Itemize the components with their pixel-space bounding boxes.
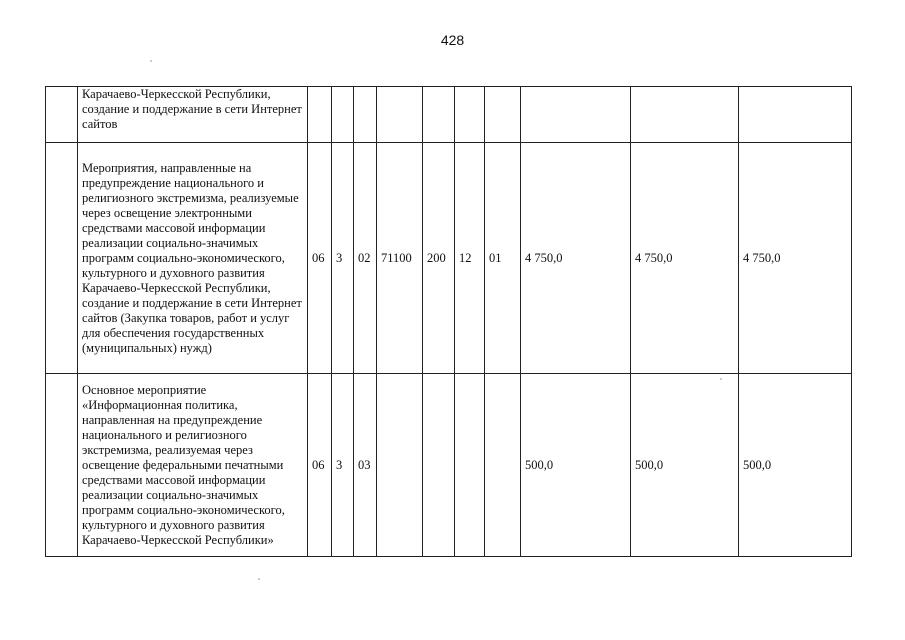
row-index-cell (46, 374, 78, 557)
row-index-cell (46, 87, 78, 143)
page-number: 428 (440, 32, 465, 48)
code-cell-subprogram (332, 87, 354, 143)
budget-table (45, 86, 852, 557)
amount-cell-year2: 500,0 (631, 374, 739, 557)
scan-speck (258, 578, 260, 580)
description-cell: Карачаево-Черкесской Республики, создание и поддержание в сети Интернет сайтов (78, 87, 308, 143)
code-cell-event: 03 (354, 374, 377, 557)
amount-cell-year1 (521, 87, 631, 143)
code-cell-expense-type (423, 87, 455, 143)
code-cell-subsection (485, 374, 521, 557)
table-row (46, 143, 852, 374)
amount-cell-year1: 500,0 (521, 374, 631, 557)
code-cell-direction (377, 87, 423, 143)
code-cell-section: 12 (455, 143, 485, 374)
code-cell-subsection (485, 87, 521, 143)
code-cell-event: 02 (354, 143, 377, 374)
table-row (46, 374, 852, 557)
code-cell-section (455, 374, 485, 557)
code-cell-subprogram: 3 (332, 143, 354, 374)
row-index-cell (46, 143, 78, 374)
amount-cell-year1: 4 750,0 (521, 143, 631, 374)
table-row (46, 87, 852, 143)
code-cell-expense-type: 200 (423, 143, 455, 374)
code-cell-subsection: 01 (485, 143, 521, 374)
code-cell-direction (377, 374, 423, 557)
description-cell: Основное мероприятие «Информационная политика, направленная на предупреждение национального и религиозного экстремизма, реализуемая через освещение федеральными печатными средствами массовой информации реализации социально-значимых программ социально-экономического, культурного и духовного развития Карачаево-Черкесской Республики» (78, 374, 308, 557)
code-cell-program: 06 (308, 374, 332, 557)
amount-cell-year3 (739, 87, 852, 143)
scan-speck (720, 378, 722, 380)
amount-cell-year2: 4 750,0 (631, 143, 739, 374)
code-cell-expense-type (423, 374, 455, 557)
code-cell-program: 06 (308, 143, 332, 374)
code-cell-section (455, 87, 485, 143)
code-cell-event (354, 87, 377, 143)
code-cell-direction: 71100 (377, 143, 423, 374)
scan-speck (150, 60, 152, 62)
amount-cell-year2 (631, 87, 739, 143)
code-cell-subprogram: 3 (332, 374, 354, 557)
description-cell: Мероприятия, направленные на предупреждение национального и религиозного экстремизма, реализуемые через освещение электронными средствами массовой информации реализации социально-значимых программ социально-экономического, культурного и духовного развития Карачаево-Черкесской Республики, создание и поддержание в сети Интернет сайтов (Закупка товаров, работ и услуг для обеспечения государственных (муниципальных) нужд) (78, 143, 308, 374)
code-cell-program (308, 87, 332, 143)
amount-cell-year3: 500,0 (739, 374, 852, 557)
amount-cell-year3: 4 750,0 (739, 143, 852, 374)
